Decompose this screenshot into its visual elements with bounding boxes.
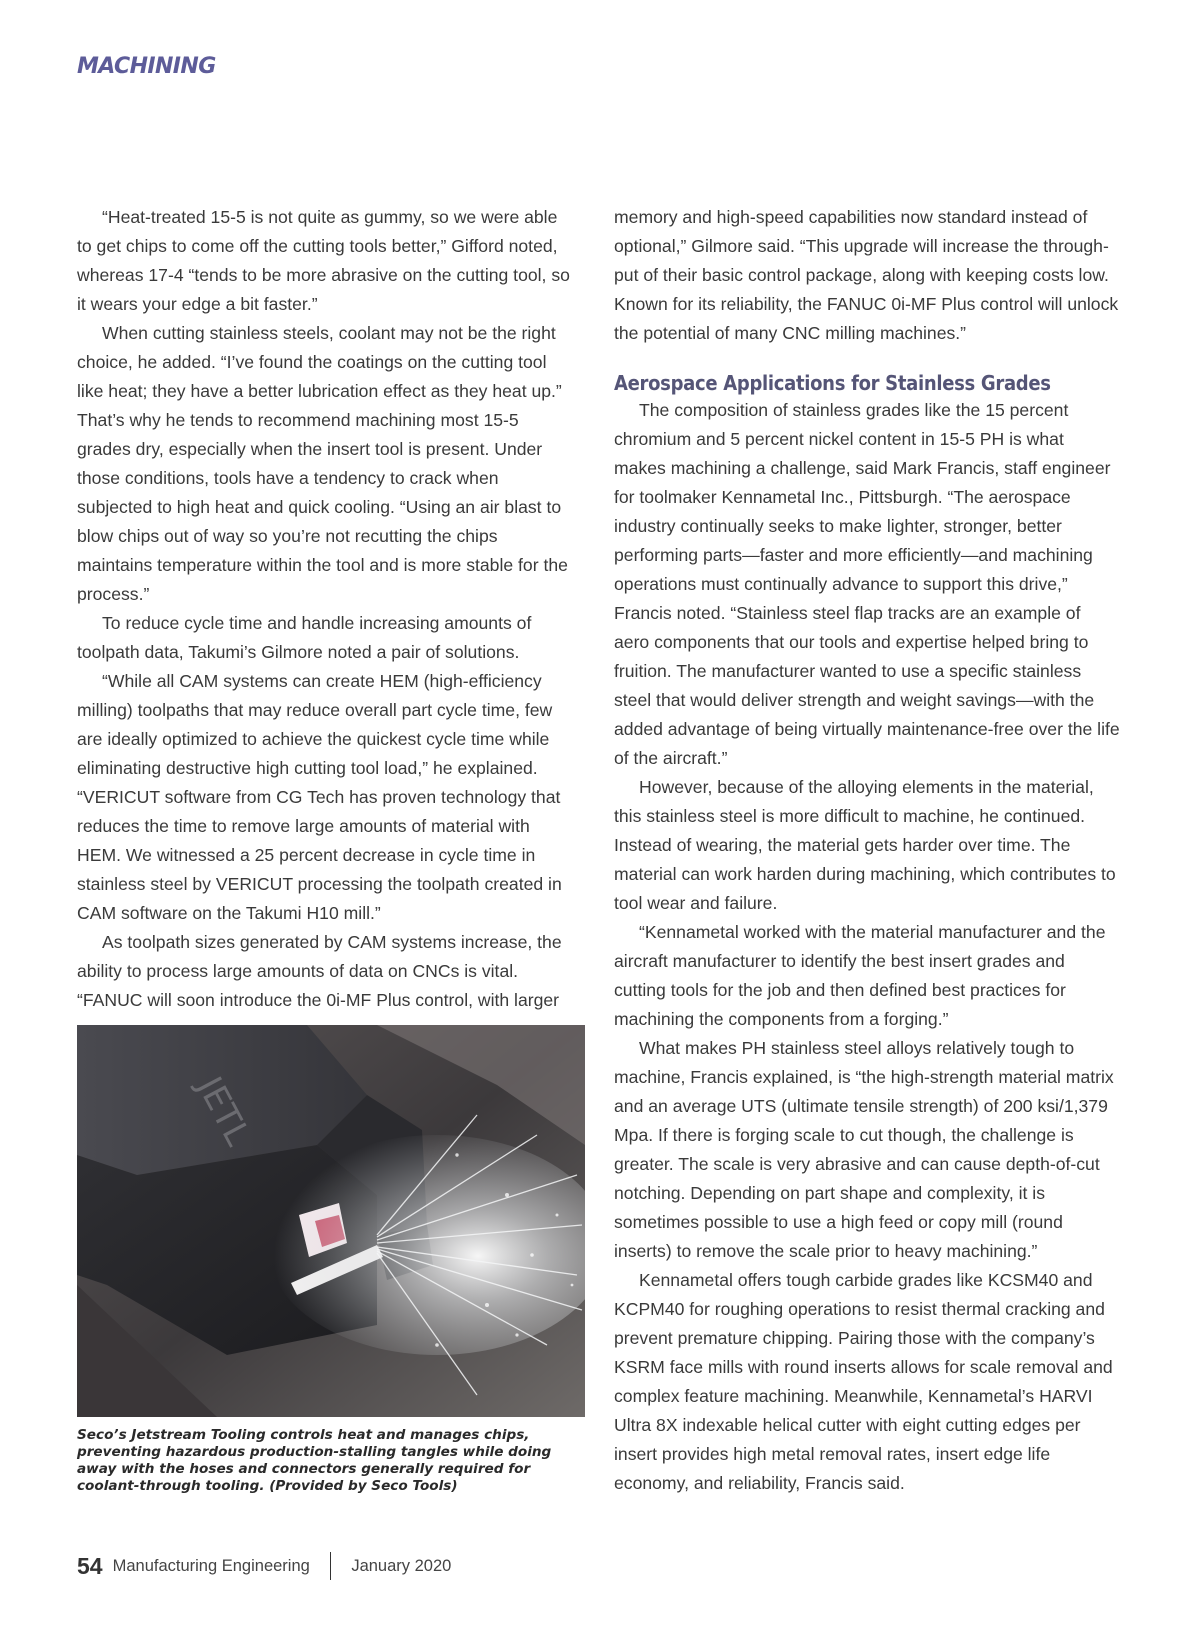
paragraph: What makes PH stainless steel alloys relatively tough to machine, Francis explained, is “the high-strength material matrix and an average UTS (ultimate tensile strength) of 200 ksi/1,379 Mpa. If there is forging scale to cut though, the challenge is greater. The scale is very abrasive and can cause depth-of-cut notching. Depending on part shape and complexity, it is sometimes possible to use a high feed or copy mill (round inserts) to remove the scale prior to heavy machining.” [614,1038,1114,1261]
paragraph: As toolpath sizes generated by CAM systems increase, the ability to process large amounts of data on CNCs is vital. “FANUC will soon introduce the 0i-MF Plus control, with larger [77,932,562,1010]
paragraph-continuation: memory and high-speed capabilities now standard instead of optional,” Gilmore said. “This upgrade will increase the through-put of their basic control package, along with keeping costs low. Known for its reliability, the FANUC 0i-MF Plus control will unlock the potential of many CNC milling machines.” [614,207,1119,343]
paragraph: The composition of stainless grades like the 15 percent chromium and 5 percent nickel content in 15-5 PH is what makes machining a challenge, said Mark Francis, staff engineer for toolmaker Kennametal Inc., Pittsburgh. “The aerospace industry continually seeks to make lighter, stronger, better performing parts—faster and more efficiently—and machining operations must continually advance to support this drive,” Francis noted. “Stainless steel flap tracks are an example of aero components that our tools and expertise helped bring to fruition. The manufacturer wanted to use a specific stainless steel that would deliver strength and weight savings—with the added advantage of being virtually maintenance-free over the life of the aircraft.” [614,400,1120,768]
paragraph: “While all CAM systems can create HEM (high-efficiency milling) toolpaths that may reduce overall part cycle time, few are ideally optimized to achieve the quickest cycle time while eliminating destructive high cutting tool load,” he explained. “VERICUT software from CG Tech has proven technology that reduces the time to remove large amounts of material with HEM. We witnessed a 25 percent decrease in cycle time in stainless steel by VERICUT processing the toolpath created in CAM software on the Takumi H10 mill.” [77,671,562,923]
paragraph: However, because of the alloying elements in the material, this stainless steel is more difficult to machine, he continued. Instead of wearing, the material gets harder over time. The material can work harden during machining, which contributes to tool wear and failure. [614,777,1116,913]
tooling-photo-illustration [77,1025,585,1417]
tooling-photo [77,1025,585,1417]
article-left-column [77,203,575,1015]
photo-caption: Seco’s Jetstream Tooling controls heat and manages chips, preventing hazardous production-stalling tangles while doing away with the hoses and connectors generally required for coolant-through tooling. (Provided by Seco Tools) [77,1427,552,1494]
publication-name: Manufacturing Engineering [112,1556,310,1575]
footer-divider [330,1552,332,1580]
paragraph: Kennametal offers tough carbide grades like KCSM40 and KCPM40 for roughing operations to resist thermal cracking and prevent premature chipping. Pairing those with the company’s KSRM face mills with round inserts allows for scale removal and complex feature machining. Meanwhile, Kennametal’s HARVI Ultra 8X indexable helical cutter with eight cutting edges per insert provides high metal removal rates, insert edge life economy, and reliability, Francis said. [614,1270,1113,1493]
page-footer [77,1552,451,1580]
page-number: 54 [77,1552,103,1579]
tool-engraving: JETL [189,1070,258,1153]
section-label: MACHINING [77,54,216,79]
paragraph: “Kennametal worked with the material manufacturer and the aircraft manufacturer to identify the best insert grades and cutting tools for the job and then defined best practices for machining the components from a forging.” [614,922,1106,1029]
paragraph: When cutting stainless steels, coolant may not be the right choice, he added. “I’ve found the coatings on the cutting tool like heat; they have a better lubrication effect as they heat up.” That’s why he tends to recommend machining most 15-5 grades dry, especially when the insert tool is present. Under those conditions, tools have a tendency to crack when subjected to high heat and quick cooling. “Using an air blast to blow chips out of way so you’re not recutting the chips maintains temperature within the tool and is more stable for the process.” [77,323,568,604]
section-subhead: Aerospace Applications for Stainless Grades [614,371,1051,395]
article-right-column [614,203,1120,1498]
issue-date: January 2020 [351,1556,452,1575]
paragraph: To reduce cycle time and handle increasing amounts of toolpath data, Takumi’s Gilmore noted a pair of solutions. [77,613,532,662]
paragraph: “Heat-treated 15-5 is not quite as gummy, so we were able to get chips to come off the cutting tools better,” Gifford noted, whereas 17-4 “tends to be more abrasive on the cutting tool, so it wears your edge a bit faster.” [77,207,570,314]
